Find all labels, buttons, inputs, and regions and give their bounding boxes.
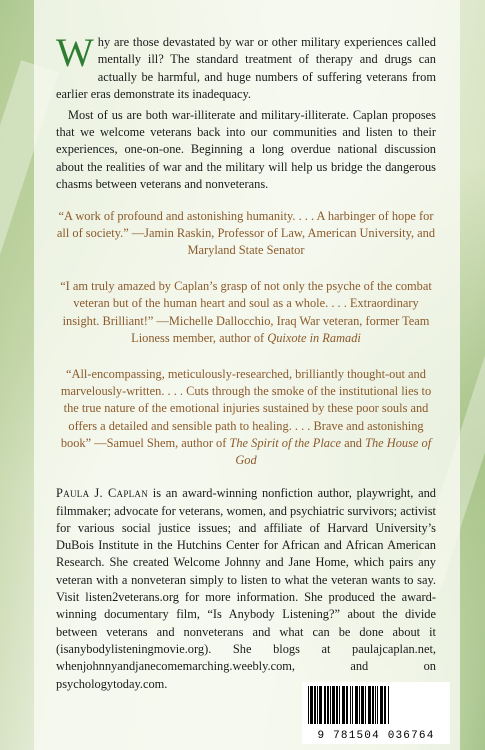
quote-text: “I am truly amazed by Caplan’s grasp of not only the psyche of the combat veteran but of the human heart and soul as a whole. . . . Extraordinary insight. Brilliant!” —Michelle Dallocchio, Iraq War veteran, former Team Lioness member, author of xyxy=(60,279,432,345)
book-title: The House of God xyxy=(235,435,432,468)
isbn-barcode xyxy=(302,682,450,744)
isbn-number: 9 781504 036764 xyxy=(317,730,435,742)
book-title: Quixote in Ramadi xyxy=(267,330,361,345)
quote-text: “A work of profound and astonishing humanity. . . . A harbinger of hope for all of society.” —Jamin Raskin, Professor of Law, American University, and Maryland State Senator xyxy=(56,208,436,258)
barcode-bar xyxy=(389,686,390,724)
description-text: hy are those devastated by war or other military experiences called mentally ill? The standard treatment of therapy and drugs can actually be harmful, and huge numbers of suffering veterans from earlier eras demonstrate its inadequacy. xyxy=(56,35,436,102)
description-paragraph-1 xyxy=(56,30,436,104)
author-bio xyxy=(56,485,436,693)
bio-text: is an award-winning nonfiction author, playwright, and filmmaker; advocate for veterans, women, and psychiatric survivors; activist for various social justice issues; and affiliate of Harvard University’s DuBois Institute in the Hutchins Center for African and African American Research. She created Welcome Johnny and Jane Home, which pairs any veteran with a nonveteran simply to listen to what the veteran wants to say. Visit listen2veterans.org for more information. She produced the award-winning documentary film, “Is Anybody Listening?” about the divide between veterans and nonveterans and what can be done about it (isanybodylisteningmovie.org). She blogs at paulajcaplan.net, whenjohnnyandjanecomemarching.weebly.com, and on psychologytoday.com. xyxy=(56,486,436,691)
description-paragraph-2: Most of us are both war-illiterate and military-illiterate. Caplan proposes that we welcome veterans back into our communities and listen to their experiences, one-on-one. Beginning a long overdue national discussion about the realities of war and the military will help us bridge the dangerous chasms between veterans and nonveterans. xyxy=(56,107,436,192)
endorsement-quote xyxy=(56,208,436,260)
author-name: Paula J. Caplan xyxy=(56,486,149,501)
cover-content xyxy=(56,30,436,705)
book-title: The Spirit of the Place xyxy=(229,435,341,450)
endorsements xyxy=(56,208,436,470)
barcode-bars xyxy=(308,686,444,724)
book-description xyxy=(56,30,436,194)
quote-text: and xyxy=(340,435,366,450)
endorsement-quote xyxy=(56,278,436,347)
quote-text: “All-encompassing, meticulously-researched, brilliantly thought-out and marvelously-written. . . . Cuts through the smoke of the institutional lies to the true nature of the emotional injuries sustained by these poor souls and offers a detailed and sensible path to healing. . . . Brave and astonishing book” —Samuel Shem, author of xyxy=(60,367,432,450)
endorsement-quote xyxy=(56,366,436,469)
drop-cap: W xyxy=(56,30,94,75)
